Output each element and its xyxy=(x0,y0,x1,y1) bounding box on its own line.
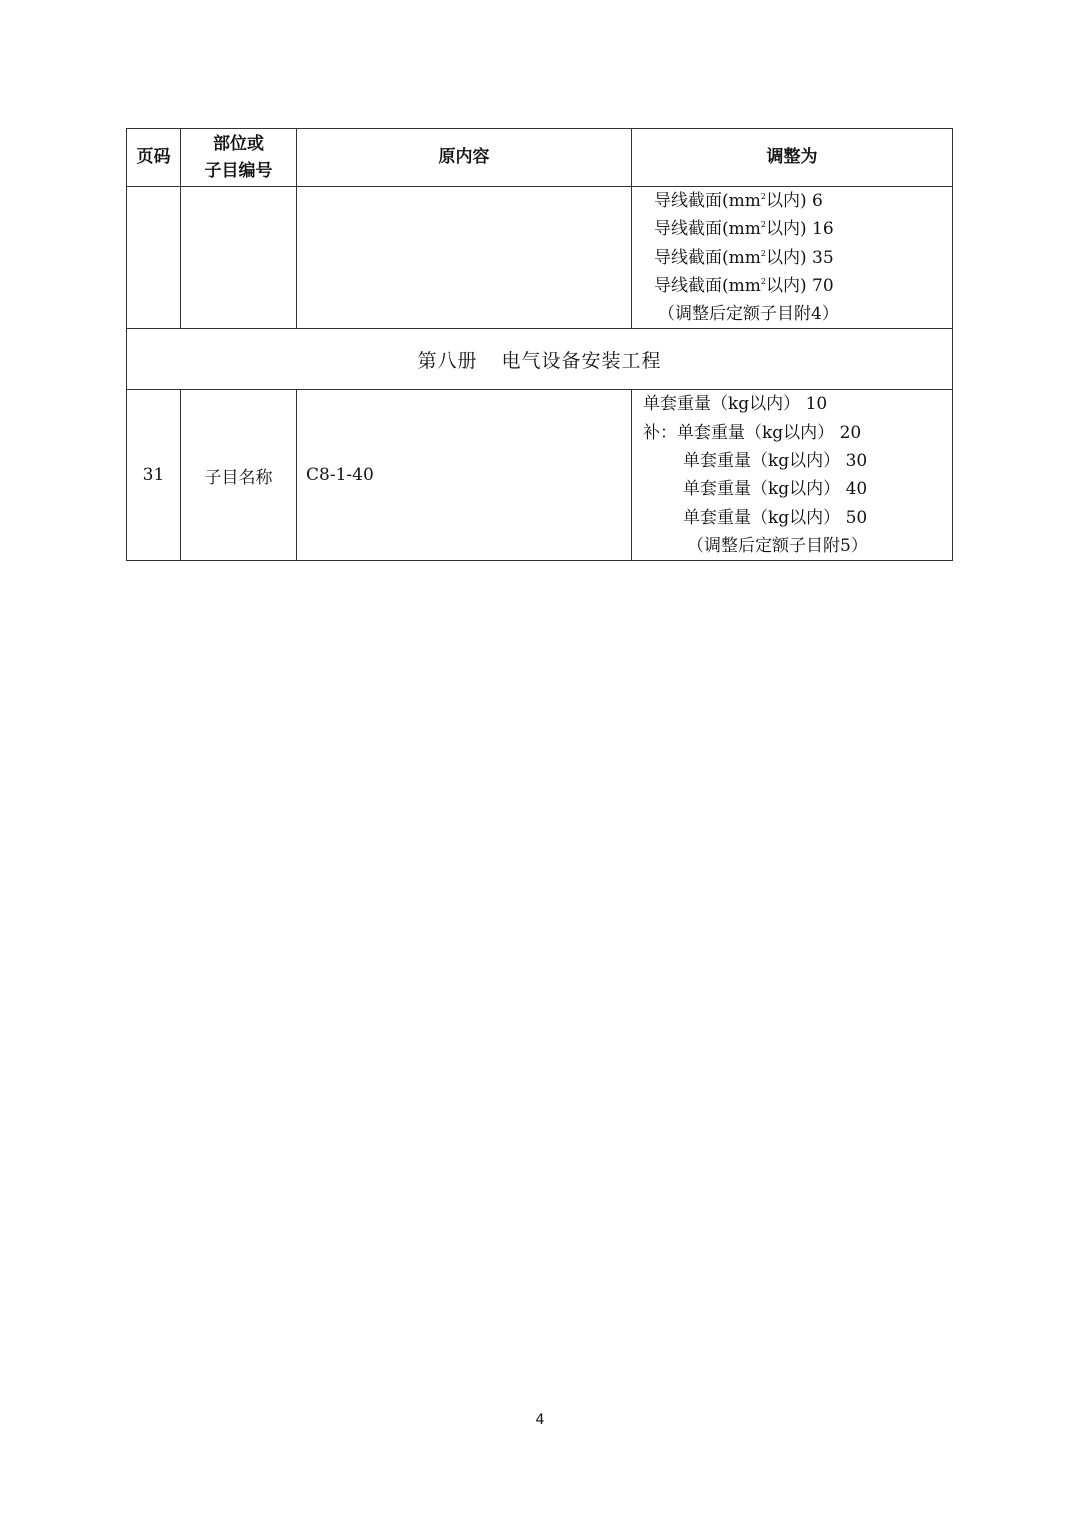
table-header-row xyxy=(127,129,953,187)
header-original: 原内容 xyxy=(297,129,632,187)
adjusted-line: 导线截面($mm^2$以内) 35 xyxy=(654,247,834,268)
cell-adjusted xyxy=(632,390,953,561)
adjusted-line: 补：单套重量（kg以内） 20 xyxy=(643,422,862,443)
cell-adjusted xyxy=(632,187,953,329)
supplement-label: 补： xyxy=(643,422,677,443)
section-row xyxy=(127,329,953,390)
header-item xyxy=(181,129,297,187)
cell-original xyxy=(297,187,632,329)
header-item-line2: 子目编号 xyxy=(204,160,273,181)
table-row xyxy=(127,390,953,561)
section-title: 电气设备安装工程 xyxy=(501,349,662,372)
header-adjusted: 调整为 xyxy=(632,129,953,187)
section-heading xyxy=(127,329,953,390)
adjusted-line: 单套重量（kg以内） 30 xyxy=(683,451,868,472)
cell-item: 子目名称 xyxy=(181,390,297,561)
adjusted-line: 单套重量（kg以内） 10 xyxy=(643,394,828,415)
adjusted-line: 单套重量（kg以内） 50 xyxy=(683,507,868,528)
adjustment-table xyxy=(126,128,953,561)
adjusted-line: 导线截面($mm^2$以内) 16 xyxy=(654,219,834,240)
adjusted-line: 单套重量（kg以内） 40 xyxy=(683,479,868,500)
cell-item xyxy=(181,187,297,329)
header-page: 页码 xyxy=(127,129,181,187)
cell-page: 31 xyxy=(127,390,181,561)
section-volume: 第八册 xyxy=(417,349,478,372)
page-number: 4 xyxy=(535,1412,545,1428)
adjusted-note: （调整后定额子目附4） xyxy=(658,304,839,325)
cell-page xyxy=(127,187,181,329)
header-item-line1: 部位或 xyxy=(213,133,264,154)
cell-original: C8-1-40 xyxy=(297,390,632,561)
table-row xyxy=(127,187,953,329)
adjusted-line: 导线截面($mm^2$以内) 70 xyxy=(654,275,834,296)
adjusted-note: （调整后定额子目附5） xyxy=(687,535,868,556)
adjusted-line: 导线截面($mm^2$以内) 6 xyxy=(654,191,823,211)
